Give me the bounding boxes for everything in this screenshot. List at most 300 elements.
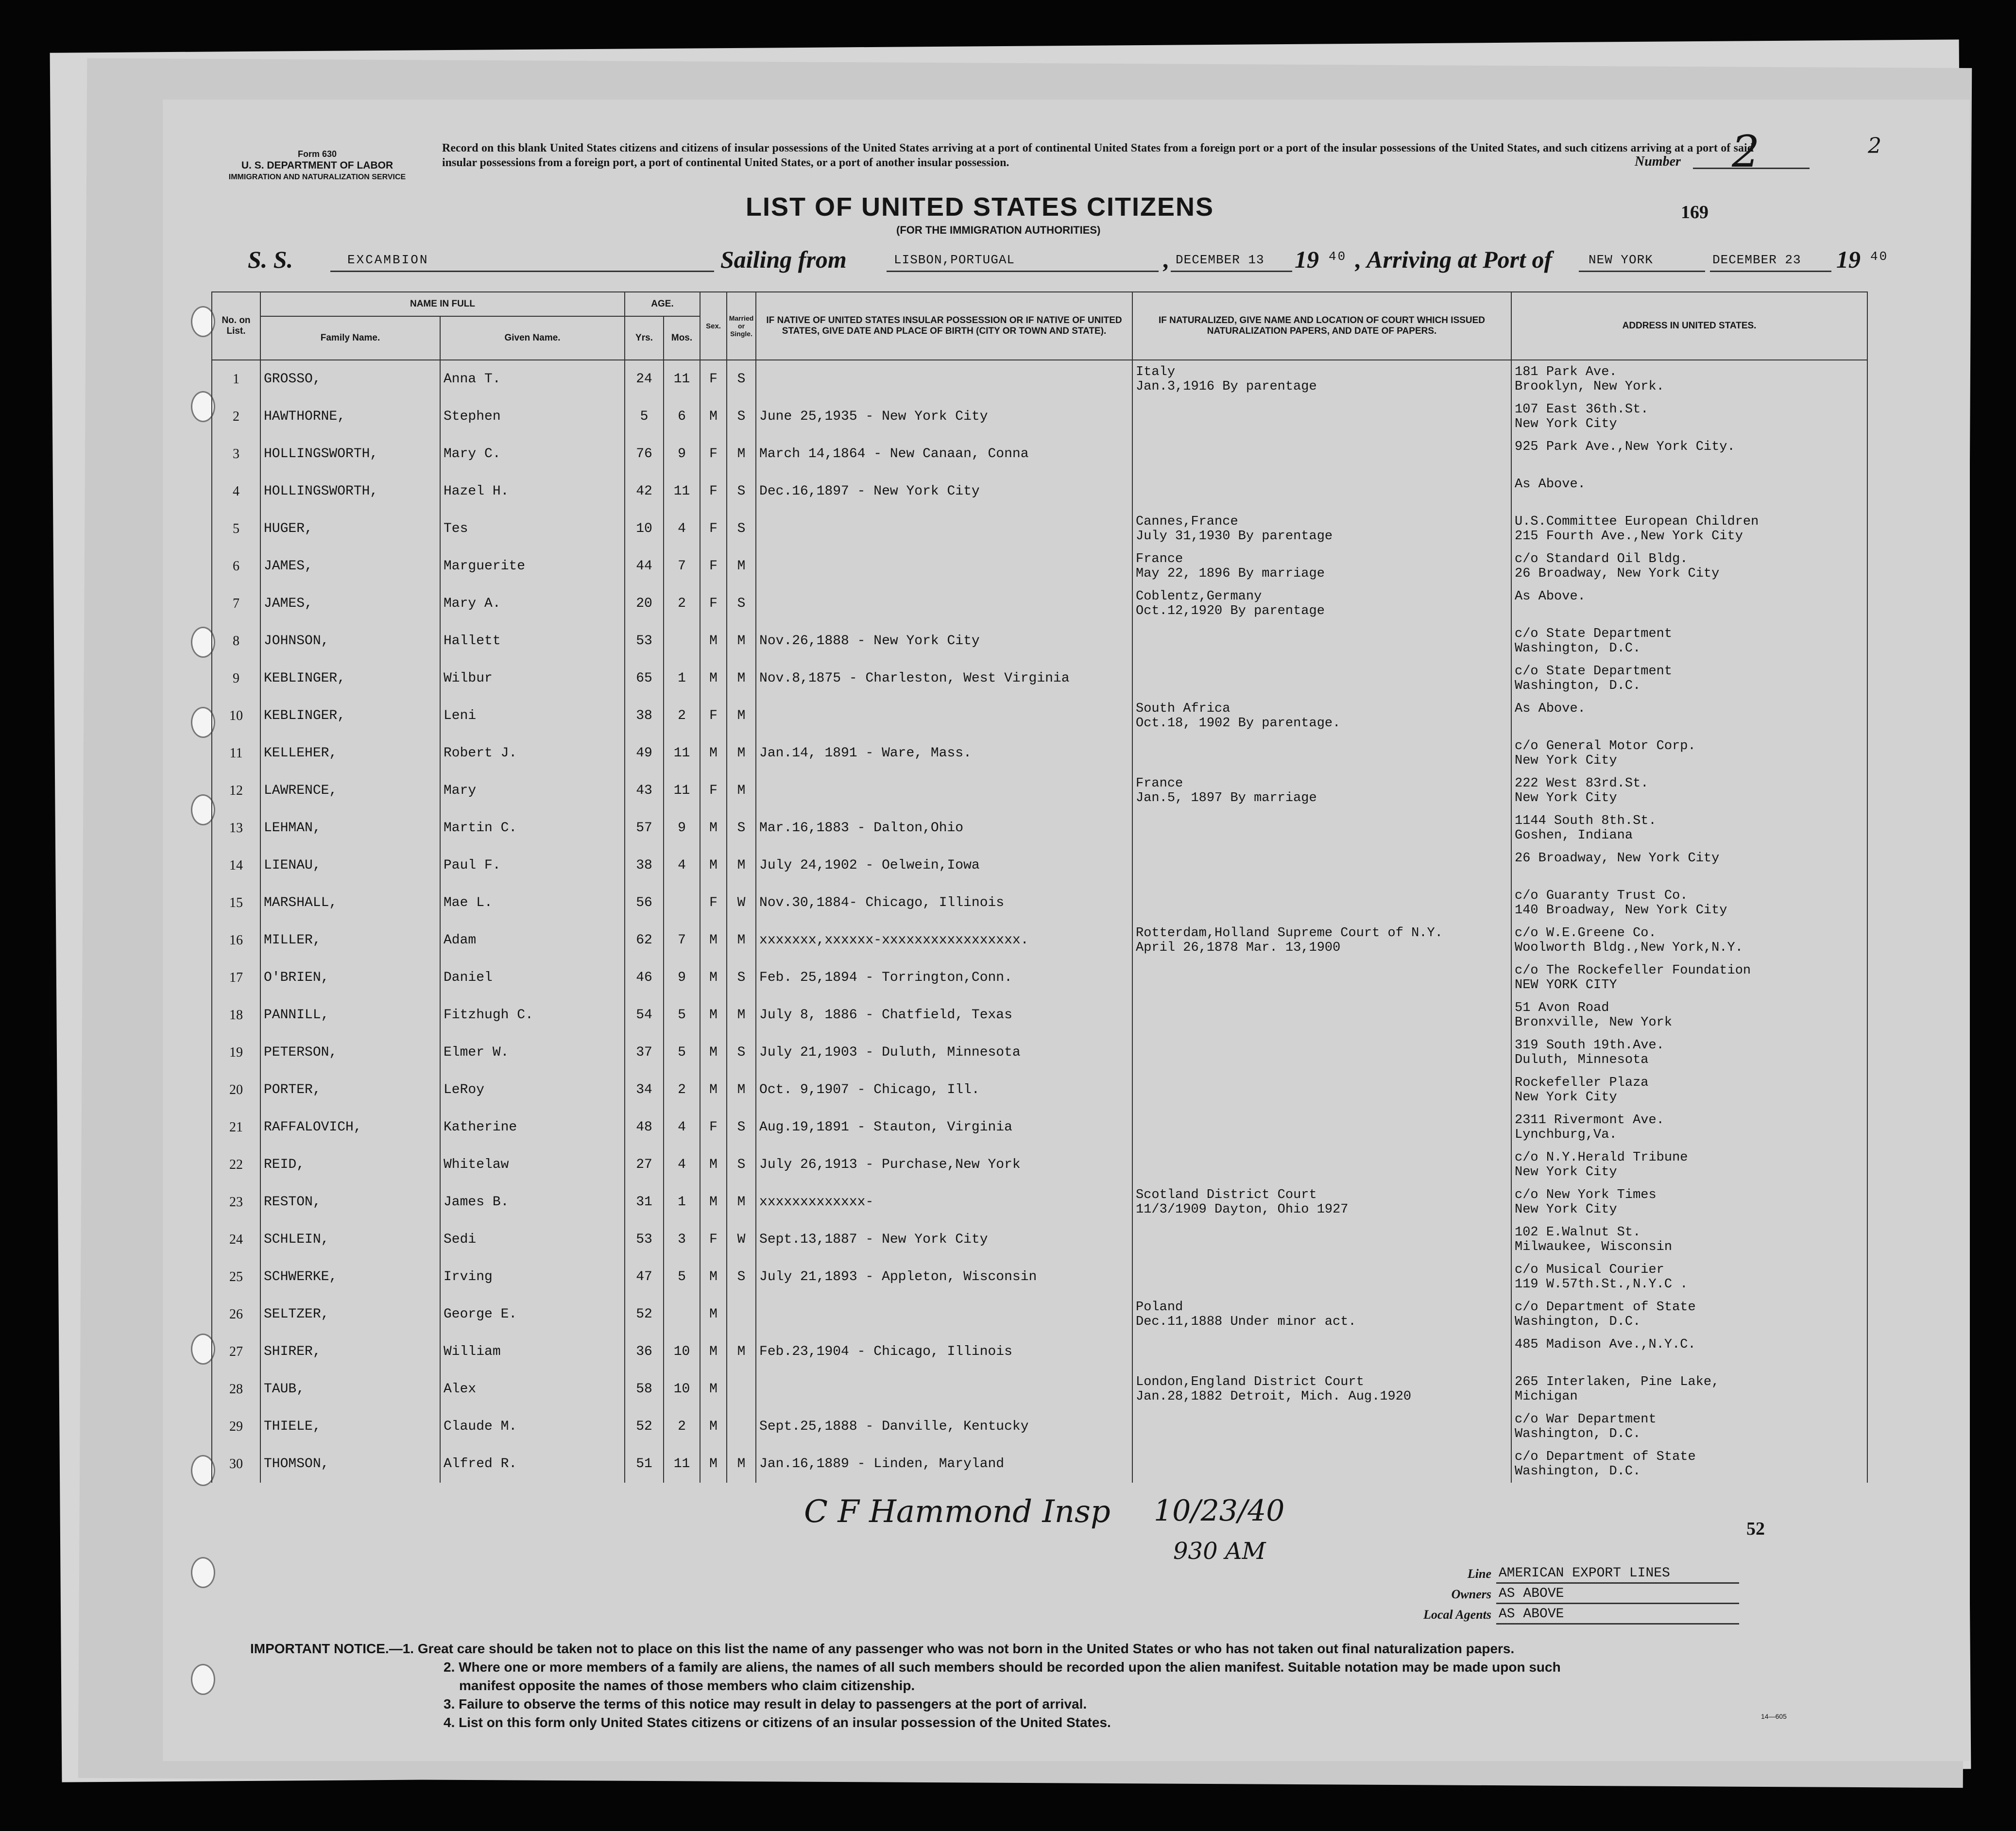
naturalization-info	[1132, 585, 1511, 622]
col-header-no: No. on List.	[212, 292, 260, 360]
naturalization-info-line-1: London,England District Court	[1136, 1374, 1364, 1389]
naturalization-info	[1132, 1258, 1511, 1296]
row-number: 10	[212, 697, 260, 735]
birth-info: Nov.26,1888 - New York City	[756, 622, 1132, 660]
row-number: 2	[212, 398, 260, 435]
marital-status: M	[727, 622, 756, 660]
row-number: 13	[212, 809, 260, 847]
row-number: 3	[212, 435, 260, 473]
age-years: 36	[625, 1333, 664, 1370]
family-name: RESTON,	[260, 1183, 440, 1221]
family-name: MARSHALL,	[260, 884, 440, 922]
family-name: HAWTHORNE,	[260, 398, 440, 435]
arrival-date: DECEMBER 23	[1712, 253, 1801, 267]
age-months: 10	[664, 1333, 700, 1370]
year-prefix: 19	[1295, 246, 1319, 273]
table-row	[212, 959, 1867, 996]
marital-status: S	[727, 959, 756, 996]
address-line-2: Lynchburg,Va.	[1515, 1127, 1617, 1142]
age-months	[664, 884, 700, 922]
col-header-family: Family Name.	[260, 316, 440, 360]
address-line-1: c/o Standard Oil Bldg.	[1515, 551, 1688, 566]
age-months: 11	[664, 473, 700, 510]
address-line-2: New York City	[1515, 790, 1617, 805]
naturalization-info-line-1	[1136, 1450, 1508, 1464]
marital-status: S	[727, 398, 756, 435]
given-name: Leni	[440, 697, 625, 735]
address	[1511, 922, 1867, 959]
entry-count: 52	[1746, 1519, 1765, 1539]
naturalization-info	[1132, 772, 1511, 809]
birth-info: Dec.16,1897 - New York City	[756, 473, 1132, 510]
sex: F	[700, 1221, 727, 1258]
sex: M	[700, 1258, 727, 1296]
family-name: PORTER,	[260, 1071, 440, 1109]
age-years: 20	[625, 585, 664, 622]
naturalization-info-line-2: Jan.5, 1897 By marriage	[1136, 790, 1317, 805]
table-row	[212, 548, 1867, 585]
address-line-2: Woolworth Bldg.,New York,N.Y.	[1515, 940, 1743, 955]
given-name: Hazel H.	[440, 473, 625, 510]
row-number: 5	[212, 510, 260, 548]
naturalization-info	[1132, 809, 1511, 847]
naturalization-info-line-2	[1136, 828, 1508, 843]
given-name: Mary A.	[440, 585, 625, 622]
naturalization-info-line-1	[1136, 963, 1508, 978]
given-name: Claude M.	[440, 1408, 625, 1445]
table-row	[212, 585, 1867, 622]
service-name: IMMIGRATION AND NATURALIZATION SERVICE	[228, 173, 406, 181]
marital-status: M	[727, 735, 756, 772]
family-name: PANNILL,	[260, 996, 440, 1034]
binder-hole	[191, 1557, 215, 1588]
address	[1511, 809, 1867, 847]
naturalization-info-line-1	[1136, 1113, 1508, 1128]
sex: M	[700, 622, 727, 660]
address-line-2: Goshen, Indiana	[1515, 828, 1633, 843]
age-months: 7	[664, 548, 700, 585]
age-months: 5	[664, 996, 700, 1034]
naturalization-info	[1132, 922, 1511, 959]
naturalization-info-line-1	[1136, 814, 1508, 828]
row-number: 16	[212, 922, 260, 959]
marital-status: S	[727, 1034, 756, 1071]
address-line-1: c/o State Department	[1515, 664, 1673, 679]
departure-port: LISBON,PORTUGAL	[894, 253, 1015, 267]
table-row	[212, 510, 1867, 548]
given-name: Sedi	[440, 1221, 625, 1258]
marital-status: S	[727, 1258, 756, 1296]
list-number: 2	[1732, 126, 1760, 177]
naturalization-info-line-1: South Africa	[1136, 701, 1230, 716]
time-stamp: 930 AM	[1173, 1538, 1266, 1565]
family-name: LIENAU,	[260, 847, 440, 884]
ship-line	[330, 271, 714, 272]
marital-status: M	[727, 1445, 756, 1483]
birth-info: Nov.30,1884- Chicago, Illinois	[756, 884, 1132, 922]
birth-info	[756, 1296, 1132, 1333]
arrival-date-line	[1710, 271, 1831, 272]
table-row	[212, 1258, 1867, 1296]
sex: F	[700, 510, 727, 548]
sailing-date: DECEMBER 13	[1176, 253, 1264, 267]
age-years: 42	[625, 473, 664, 510]
row-number: 26	[212, 1296, 260, 1333]
departure-line	[887, 271, 1159, 272]
naturalization-info	[1132, 1071, 1511, 1109]
naturalization-info-line-2: Jan.3,1916 By parentage	[1136, 379, 1317, 394]
address-line-1: c/o Department of State	[1515, 1300, 1696, 1315]
address-line-2: 119 W.57th.St.,N.Y.C .	[1515, 1277, 1688, 1292]
owners-underline	[1496, 1603, 1739, 1604]
table-row	[212, 884, 1867, 922]
naturalization-info-line-2	[1136, 1165, 1508, 1180]
table-row	[212, 1109, 1867, 1146]
family-name: HOLLINGSWORTH,	[260, 435, 440, 473]
naturalization-info-line-2	[1136, 492, 1508, 506]
sex: F	[700, 772, 727, 809]
corner-mark: 2	[1868, 134, 1881, 158]
age-years: 51	[625, 1445, 664, 1483]
address	[1511, 1146, 1867, 1183]
family-name: SCHWERKE,	[260, 1258, 440, 1296]
address	[1511, 1258, 1867, 1296]
form-title: LIST OF UNITED STATES CITIZENS	[746, 192, 1214, 222]
row-number: 29	[212, 1408, 260, 1445]
naturalization-info-line-1: Poland	[1136, 1300, 1183, 1315]
sex: F	[700, 585, 727, 622]
address	[1511, 1296, 1867, 1333]
age-months: 5	[664, 1258, 700, 1296]
address-line-1: 51 Avon Road	[1515, 1000, 1609, 1015]
age-years: 44	[625, 548, 664, 585]
address-line-2	[1515, 1352, 1864, 1367]
age-years: 5	[625, 398, 664, 435]
row-number: 19	[212, 1034, 260, 1071]
table-row	[212, 809, 1867, 847]
naturalization-info	[1132, 735, 1511, 772]
address	[1511, 473, 1867, 510]
family-name: LAWRENCE,	[260, 772, 440, 809]
marital-status: M	[727, 922, 756, 959]
birth-info: July 21,1893 - Appleton, Wisconsin	[756, 1258, 1132, 1296]
naturalization-info-line-2	[1136, 1015, 1508, 1030]
marital-status: S	[727, 585, 756, 622]
family-name: O'BRIEN,	[260, 959, 440, 996]
age-years: 38	[625, 847, 664, 884]
naturalization-info	[1132, 996, 1511, 1034]
address	[1511, 847, 1867, 884]
age-years: 46	[625, 959, 664, 996]
given-name: Alfred R.	[440, 1445, 625, 1483]
marital-status	[727, 1296, 756, 1333]
given-name: George E.	[440, 1296, 625, 1333]
row-number: 17	[212, 959, 260, 996]
form-code: 14—605	[1761, 1712, 1787, 1720]
table-row	[212, 1296, 1867, 1333]
form-instructions: Record on this blank United States citizens and citizens of insular possessions of the United States arriving at a port of continental United States from a foreign port or a port of the insular possessions of the United States, and such citizens arriving at a port of said insular possessions from a foreign port, a port of continental United States, or a port of another insular possession.	[442, 142, 1754, 169]
row-number: 25	[212, 1258, 260, 1296]
address-line-2: 26 Broadway, New York City	[1515, 566, 1720, 581]
row-number: 14	[212, 847, 260, 884]
naturalization-info-line-1	[1136, 1412, 1508, 1427]
birth-info	[756, 510, 1132, 548]
address-line-2: Michigan	[1515, 1389, 1578, 1404]
line-value: AMERICAN EXPORT LINES	[1499, 1566, 1670, 1581]
naturalization-info-line-2: July 31,1930 By parentage	[1136, 529, 1333, 544]
naturalization-info-line-1	[1136, 1038, 1508, 1053]
age-months: 5	[664, 1034, 700, 1071]
naturalization-info-line-1: Italy	[1136, 364, 1176, 379]
sex: M	[700, 1333, 727, 1370]
family-name: GROSSO,	[260, 360, 440, 398]
arrival-port: NEW YORK	[1589, 253, 1653, 267]
birth-info: Jan.16,1889 - Linden, Maryland	[756, 1445, 1132, 1483]
table-row	[212, 847, 1867, 884]
address-line-2: Washington, D.C.	[1515, 1464, 1641, 1479]
address-line-1: 485 Madison Ave.,N.Y.C.	[1515, 1337, 1696, 1352]
row-number: 15	[212, 884, 260, 922]
table-row	[212, 1146, 1867, 1183]
address-line-1: As Above.	[1515, 589, 1586, 604]
age-months: 11	[664, 1445, 700, 1483]
row-number: 7	[212, 585, 260, 622]
table-row	[212, 622, 1867, 660]
age-months: 11	[664, 772, 700, 809]
age-years: 10	[625, 510, 664, 548]
address	[1511, 1445, 1867, 1483]
marital-status	[727, 1370, 756, 1408]
sex: M	[700, 1146, 727, 1183]
naturalization-info-line-2	[1136, 641, 1508, 656]
address-line-1: 925 Park Ave.,New York City.	[1515, 439, 1735, 454]
row-number: 27	[212, 1333, 260, 1370]
address	[1511, 1370, 1867, 1408]
marital-status: S	[727, 1109, 756, 1146]
sex: M	[700, 809, 727, 847]
family-name: HOLLINGSWORTH,	[260, 473, 440, 510]
marital-status: M	[727, 435, 756, 473]
given-name: Elmer W.	[440, 1034, 625, 1071]
owners-value: AS ABOVE	[1499, 1586, 1564, 1601]
marital-status: M	[727, 772, 756, 809]
manifest-sheet: Form 630 U. S. DEPARTMENT OF LABOR IMMIGRATION AND NATURALIZATION SERVICE Record on this blank United States citizens and citizens of insular possessions of the United States arriving at a port of continental United States from a foreign port or a port of the insular possessions of the United States, and such citizens arriving at a port of said insular possessions from a foreign port, a port of continental United States, or a port of another insular possession. Number 2 2 LIST OF UNITED STATES CITIZENS (FOR THE IMMIGRATION AUTHORITIES) 169 S. S. EXCAMBION Sailing from LISBON,PORTUGAL , DECEMBER 13 19 40 , Arriving at Port of NEW YORK DECEMBER 23 19 40 No. on List. NAME IN FULL AGE. Sex. Married or Single. IF NATIVE OF UNITED STATES INSULAR POSSESSION OR IF NATIVE OF UNITED STATES, GIVE DATE AND PLACE OF BIRTH (CITY OR TOWN AND STATE). IF NATURALIZED, GIVE NAME AND LOCATION OF COURT WHICH ISSUED NATURALIZATION PAPERS, AND DATE OF PAPERS. ADDRESS IN UNITED STATES. Family Name. Given Name. Yrs. Mos. 1 GROSSO, Anna T. 24 11 F S Italy Jan.3,1916 By parentage 181 Park Ave. Brooklyn, New York. 2 HAWTHORNE, Stephen 5 6 M S June 25,1935 - New York City 107 East 36th.St. New York City 3 HOLLINGSWORTH, Mary C. 76 9 F M March 14,1864 - New Canaan, Conna 925 Park Ave.,New York City. 4 HOLLINGSWORTH, Hazel H. 42 11 F S Dec.16,1897 - New York City As Above. 5 HUGER, Tes 10 4 F S Cannes,France July 31,1930 By parentage U.S.Committee European Children 215 Fourth Ave.,New York City 6 JAMES, Marguerite 44 7 F M France May 22, 1896 By marriage c/o Standard Oil Bldg. 26 Broadway, New York City 7 JAMES, Mary A. 20 2 F S Coblentz,Germany Oct.12,1920 By parentage As Above. 8 JOHNSON, Hallett 53 M M Nov.26,1888 - New York City c/o State Department Washington, D.C. 9 KEBLINGER, Wilbur 65 1 M M Nov.8,1875 - Charleston, West Virginia c/o State Department Washington, D.C. 10 KEBLINGER, Leni 38 2 F M South Africa Oct.18, 1902 By parentage. As Above. 11 KELLEHER, Robert J. 49 11 M M Jan.14, 1891 - Ware, Mass. c/o General Motor Corp. New York City 12 LAWRENCE, Mary 43 11 F M France Jan.5, 1897 By marriage 222 West 83rd.St. New York City 13 LEHMAN, Martin C. 57 9 M S Mar.16,1883 - Dalton,Ohio 1144 South 8th.St. Goshen, Indiana 14 LIENAU, Paul F. 38 4 M M July 24,1902 - Oelwein,Iowa 26 Broadway, New York City 15 MARSHALL, Mae L. 56 F W Nov.30,1884- Chicago, Illinois c/o Guaranty Trust Co. 140 Broadway, New York City 16 MILLER, Adam 62 7 M M xxxxxxx,xxxxxx-xxxxxxxxxxxxxxxxx. Rotterdam,Holland Supreme Court of N.Y. April 26,1878 Mar. 13,1900 c/o W.E.Greene Co. Woolworth Bldg.,New York,N.Y. 17 O'BRIEN, Daniel 46 9 M S Feb. 25,1894 - Torrington,Conn. c/o The Rockefeller Foundation NEW YORK CITY 18 PANNILL, Fitzhugh C. 54 5 M M July 8, 1886 - Chatfield, Texas 51 Avon Road Bronxville, New York 19 PETERSON, Elmer W. 37 5 M S July 21,1903 - Duluth, Minnesota 319 South 19th.Ave. Duluth, Minnesota 20 PORTER, LeRoy 34 2 M M Oct. 9,1907 - Chicago, Ill. Rockefeller Plaza New York City 21 RAFFALOVICH, Katherine 48 4 F S Aug.19,1891 - Stauton, Virginia 2311 Rivermont Ave. Lynchburg,Va. 22 REID, Whitelaw 27 4 M S July 26,1913 - Purchase,New York c/o N.Y.Herald Tribune New York City 23 RESTON, James B. 31 1 M M xxxxxxxxxxxxx- Scotland District Court 11/3/1909 Dayton, Ohio 1927 c/o New York Times New York City 24 SCHLEIN, Sedi 53 3 F W Sept.13,1887 - New York City 102 E.Walnut St. Milwaukee, Wisconsin 25 SCHWERKE, Irving 47 5 M S July 21,1893 - Appleton, Wisconsin c/o Musical Courier 119 W.57th.St.,N.Y.C . 26 SELTZER, George E. 52 M Poland Dec.11,1888 Under minor act. c/o Department of State Washington, D.C. 27 SHIRER, William 36 10 M M Feb.23,1904 - Chicago, Illinois 485 Madison Ave.,N.Y.C. 28 TAUB, Alex 58 10 M London,England District Court Jan.28,1882 Detroit, Mich. Aug.1920 265 Interlaken, Pine Lake, Michigan 29 THIELE, Claude M. 52 2 M Sept.25,1888 - Danville, Kentucky c/o War Department Washington, D.C. 30 THOMSON, Alfred R. 51 11 M M Jan.16,1889 - Linden, Maryland c/o Department of State Washington, D.C. C F Hammond Insp 10/23/40 930 AM 52 Line AMERICAN EXPORT LINES Owners AS ABOVE Local Agents AS ABOVE IMPORTANT NOTICE.—1. Great care should be taken not to place on this list the name of any passenger who was not born in the United States or who has not taken out final naturalization papers. 2. Where one or more members of a family are aliens, the names of all such members should be recorded upon the alien manifest. Suitable notation may be made upon such manifest opposite the names of those members who claim citizenship. 3. Failure to observe the terms of this notice may result in delay to passengers at the port of arrival. 4. List on this form only United States citizens or citizens of an insular possession of the United States. 14—605	[163, 100, 1970, 1761]
marital-status: S	[727, 809, 756, 847]
address-line-1: c/o Department of State	[1515, 1449, 1696, 1464]
row-number: 30	[212, 1445, 260, 1483]
naturalization-info-line-2: Jan.28,1882 Detroit, Mich. Aug.1920	[1136, 1389, 1412, 1404]
marital-status: M	[727, 697, 756, 735]
naturalization-info-line-2	[1136, 679, 1508, 693]
given-name: William	[440, 1333, 625, 1370]
naturalization-info-line-2	[1136, 903, 1508, 918]
address	[1511, 735, 1867, 772]
address-line-1: c/o State Department	[1515, 626, 1673, 641]
birth-info: Mar.16,1883 - Dalton,Ohio	[756, 809, 1132, 847]
department-name: U. S. DEPARTMENT OF LABOR	[241, 160, 393, 171]
age-years: 54	[625, 996, 664, 1034]
address	[1511, 622, 1867, 660]
age-months: 4	[664, 1146, 700, 1183]
age-months: 2	[664, 697, 700, 735]
family-name: SHIRER,	[260, 1333, 440, 1370]
given-name: Katherine	[440, 1109, 625, 1146]
birth-info	[756, 548, 1132, 585]
form-number: Form 630	[297, 149, 337, 159]
naturalization-info	[1132, 1221, 1511, 1258]
row-number: 8	[212, 622, 260, 660]
address-line-1: c/o General Motor Corp.	[1515, 738, 1696, 753]
sex: F	[700, 473, 727, 510]
address-line-1: 26 Broadway, New York City	[1515, 851, 1720, 866]
address-line-2: New York City	[1515, 1090, 1617, 1105]
birth-info	[756, 585, 1132, 622]
sex: F	[700, 884, 727, 922]
birth-info: xxxxxxxxxxxxx-	[756, 1183, 1132, 1221]
naturalization-info-line-2: Oct.18, 1902 By parentage.	[1136, 716, 1341, 731]
table-row	[212, 473, 1867, 510]
naturalization-info-line-1	[1136, 1337, 1508, 1352]
address-line-1: c/o Guaranty Trust Co.	[1515, 888, 1688, 903]
age-months: 4	[664, 1109, 700, 1146]
naturalization-info-line-2	[1136, 1277, 1508, 1292]
row-number: 11	[212, 735, 260, 772]
birth-info: Sept.13,1887 - New York City	[756, 1221, 1132, 1258]
family-name: KEBLINGER,	[260, 697, 440, 735]
address-line-2: NEW YORK CITY	[1515, 977, 1617, 993]
age-months: 9	[664, 809, 700, 847]
given-name: Mae L.	[440, 884, 625, 922]
arriving-label: , Arriving at Port of	[1355, 246, 1553, 273]
table-row	[212, 1333, 1867, 1370]
naturalization-info-line-1	[1136, 739, 1508, 753]
col-header-name: NAME IN FULL	[260, 292, 625, 316]
address-line-1: 181 Park Ave.	[1515, 364, 1617, 379]
given-name: Tes	[440, 510, 625, 548]
address-line-2	[1515, 866, 1864, 880]
address-line-2	[1515, 716, 1864, 731]
col-header-mos: Mos.	[664, 316, 700, 360]
naturalization-info	[1132, 1296, 1511, 1333]
naturalization-info-line-1: Cannes,France	[1136, 514, 1238, 529]
table-row	[212, 1370, 1867, 1408]
family-name: SCHLEIN,	[260, 1221, 440, 1258]
naturalization-info	[1132, 959, 1511, 996]
naturalization-info	[1132, 473, 1511, 510]
age-months: 4	[664, 510, 700, 548]
naturalization-info-line-2: April 26,1878 Mar. 13,1900	[1136, 940, 1341, 955]
table-row	[212, 1221, 1867, 1258]
given-name: Mary C.	[440, 435, 625, 473]
age-years: 38	[625, 697, 664, 735]
marital-status: M	[727, 847, 756, 884]
age-years: 62	[625, 922, 664, 959]
naturalization-info-line-1	[1136, 1076, 1508, 1090]
marital-status: S	[727, 360, 756, 398]
birth-info	[756, 1370, 1132, 1408]
sex: M	[700, 1071, 727, 1109]
sex: M	[700, 922, 727, 959]
naturalization-info	[1132, 697, 1511, 735]
given-name: Anna T.	[440, 360, 625, 398]
sex: M	[700, 735, 727, 772]
naturalization-info-line-1	[1136, 664, 1508, 679]
address	[1511, 360, 1867, 398]
naturalization-info-line-2	[1136, 1427, 1508, 1441]
naturalization-info-line-1: France	[1136, 551, 1183, 566]
given-name: LeRoy	[440, 1071, 625, 1109]
address-line-2: Washington, D.C.	[1515, 641, 1641, 656]
naturalization-info-line-2	[1136, 1240, 1508, 1254]
naturalization-info	[1132, 884, 1511, 922]
row-number: 20	[212, 1071, 260, 1109]
naturalization-info-line-2	[1136, 417, 1508, 431]
naturalization-info	[1132, 1408, 1511, 1445]
age-years: 65	[625, 660, 664, 697]
sex: M	[700, 996, 727, 1034]
notice-item-3: 3. Failure to observe the terms of this notice may result in delay to passengers at the port of arrival.	[444, 1696, 1087, 1711]
address	[1511, 697, 1867, 735]
address	[1511, 398, 1867, 435]
birth-info: March 14,1864 - New Canaan, Conna	[756, 435, 1132, 473]
row-number: 21	[212, 1109, 260, 1146]
line-label: Line	[1467, 1567, 1491, 1581]
sex: M	[700, 959, 727, 996]
naturalization-info-line-1: France	[1136, 776, 1183, 791]
address	[1511, 959, 1867, 996]
given-name: Hallett	[440, 622, 625, 660]
table-row	[212, 1071, 1867, 1109]
birth-info: Jan.14, 1891 - Ware, Mass.	[756, 735, 1132, 772]
address-line-1: c/o New York Times	[1515, 1187, 1657, 1202]
naturalization-info-line-1	[1136, 889, 1508, 903]
address	[1511, 1071, 1867, 1109]
marital-status: M	[727, 1183, 756, 1221]
agents-value: AS ABOVE	[1499, 1607, 1564, 1622]
age-years: 57	[625, 809, 664, 847]
family-name: HUGER,	[260, 510, 440, 548]
birth-info: Feb.23,1904 - Chicago, Illinois	[756, 1333, 1132, 1370]
line-underline	[1496, 1582, 1739, 1584]
given-name: Adam	[440, 922, 625, 959]
naturalization-info	[1132, 1370, 1511, 1408]
address	[1511, 996, 1867, 1034]
row-number: 6	[212, 548, 260, 585]
marital-status: S	[727, 510, 756, 548]
age-years: 52	[625, 1296, 664, 1333]
given-name: Whitelaw	[440, 1146, 625, 1183]
age-months: 10	[664, 1370, 700, 1408]
naturalization-info-line-2: Oct.12,1920 By parentage	[1136, 603, 1325, 618]
address-line-1: 102 E.Walnut St.	[1515, 1225, 1641, 1240]
address-line-2: 140 Broadway, New York City	[1515, 903, 1727, 918]
sailing-label: Sailing from	[720, 246, 847, 273]
age-months: 2	[664, 1408, 700, 1445]
naturalization-info	[1132, 435, 1511, 473]
table-row	[212, 922, 1867, 959]
marital-status: M	[727, 1333, 756, 1370]
address-line-1: c/o The Rockefeller Foundation	[1515, 963, 1751, 978]
notice-item-2: 2. Where one or more members of a family are aliens, the names of all such members should be recorded upon the alien manifest. Suitable notation may be made upon such	[444, 1660, 1561, 1675]
address	[1511, 548, 1867, 585]
naturalization-info-line-2	[1136, 753, 1508, 768]
address-line-1: As Above.	[1515, 701, 1586, 716]
naturalization-info	[1132, 398, 1511, 435]
naturalization-info-line-2	[1136, 978, 1508, 993]
age-months: 11	[664, 360, 700, 398]
sex: M	[700, 1034, 727, 1071]
age-years: 76	[625, 435, 664, 473]
